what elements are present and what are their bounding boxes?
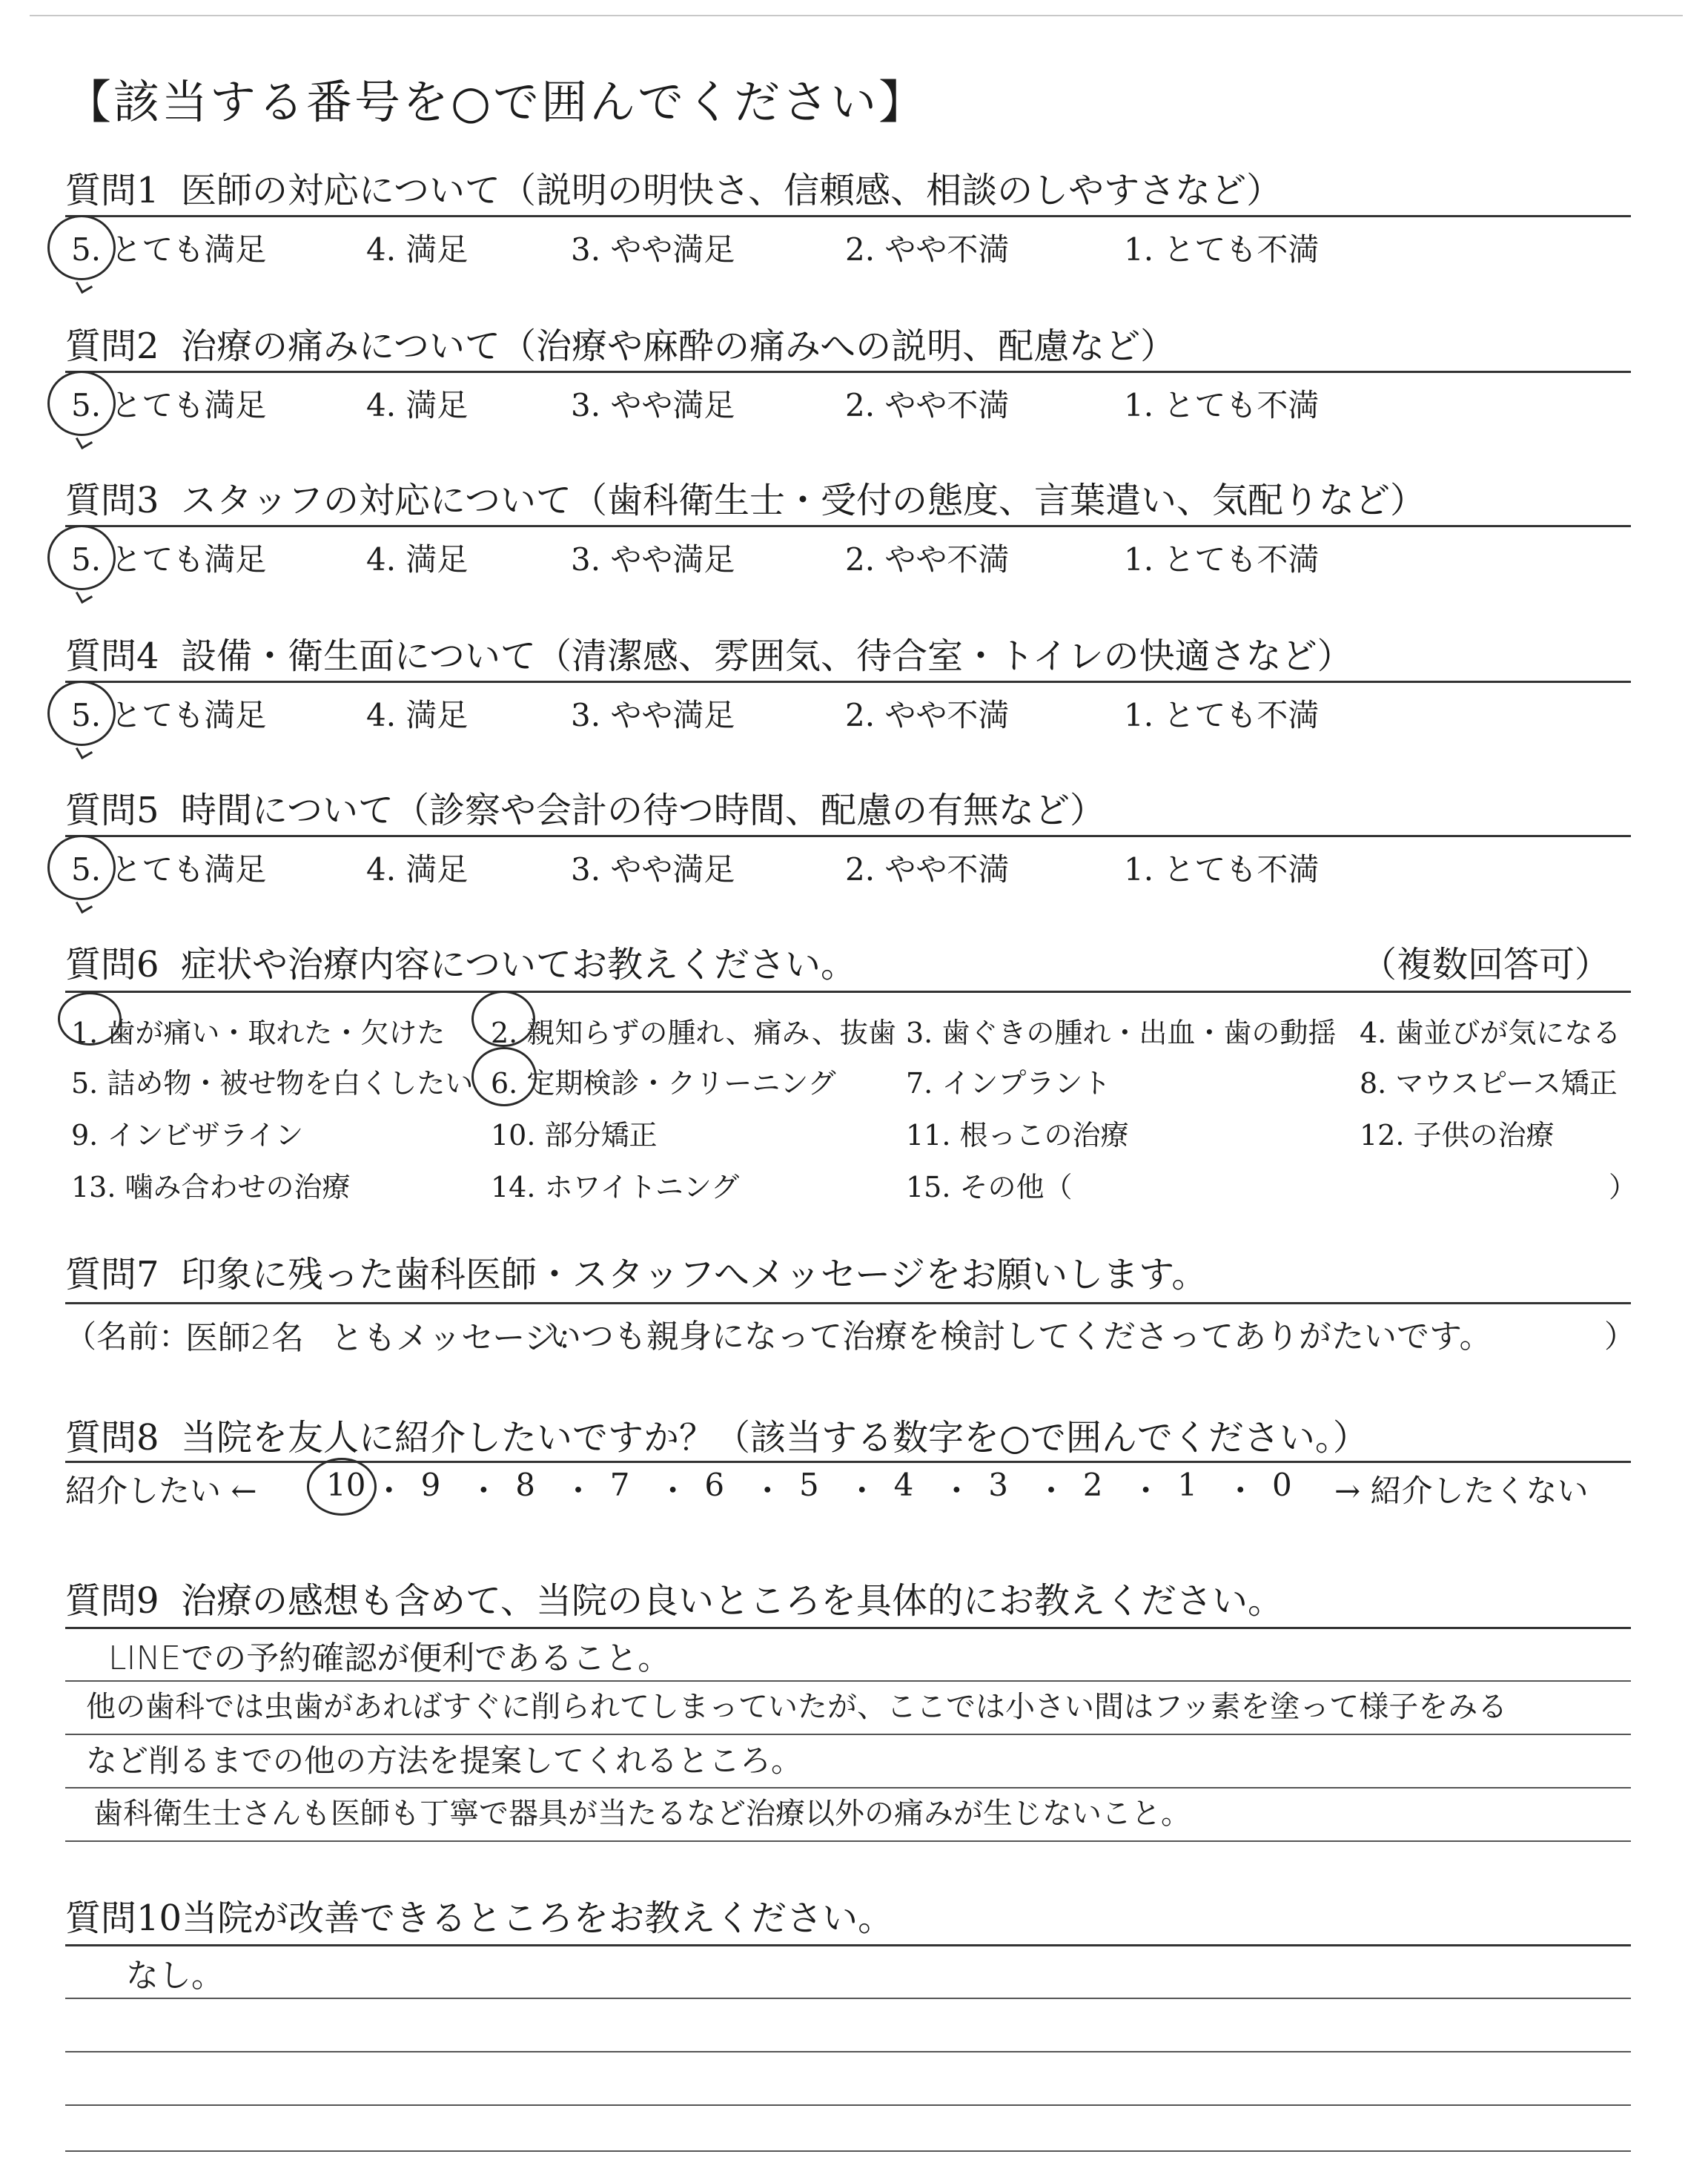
q3-option-2[interactable]: 2. やや不満	[845, 541, 1010, 578]
q8-scale-separator: ・	[1225, 1473, 1257, 1509]
q6-option-11[interactable]: 11. 根っこの治療	[906, 1119, 1129, 1152]
q8-scale-separator: ・	[846, 1473, 878, 1509]
q4-option-4[interactable]: 4. 満足	[366, 697, 469, 733]
q2-option-3[interactable]: 3. やや満足	[571, 387, 735, 423]
q4-answer-circle	[47, 681, 116, 746]
q3-text: スタッフの対応について（歯科衛生士・受付の態度、言葉遣い、気配りなど）	[181, 480, 1426, 521]
q8-scale-5[interactable]: 5	[799, 1467, 819, 1503]
q6-option-2[interactable]: 2. 親知らずの腫れ、痛み、抜歯	[491, 1017, 896, 1049]
q6-option-15[interactable]: 15. その他（	[906, 1171, 1073, 1203]
q3-option-1[interactable]: 1. とても不満	[1124, 541, 1320, 578]
q6-option-12[interactable]: 12. 子供の治療	[1360, 1119, 1555, 1152]
q5-option-3[interactable]: 3. やや満足	[571, 851, 735, 888]
q8-heading	[65, 1409, 1368, 1460]
q4-rule	[65, 681, 1631, 683]
q6-rule	[65, 991, 1631, 993]
q1-text: 医師の対応について（説明の明快さ、信頼感、相談のしやすさなど）	[181, 170, 1282, 211]
q2-option-1[interactable]: 1. とても不満	[1124, 387, 1320, 423]
q6-option-9[interactable]: 9. インビザライン	[71, 1119, 304, 1152]
q2-text: 治療の痛みについて（治療や麻酔の痛みへの説明、配慮など）	[181, 326, 1176, 367]
q8-scale-9[interactable]: 9	[420, 1467, 441, 1503]
q1-option-5[interactable]: 5. とても満足	[71, 231, 267, 268]
q5-option-2[interactable]: 2. やや不満	[845, 851, 1010, 888]
q8-scale-separator: ・	[752, 1473, 784, 1509]
q9-number: 質問9	[65, 1580, 159, 1622]
q4-option-5[interactable]: 5. とても満足	[71, 697, 267, 733]
q7-message: いつも親身になって治療を検討してくださってありがたいです。	[549, 1318, 1492, 1355]
q2-option-5[interactable]: 5. とても満足	[71, 387, 267, 423]
q3-option-5[interactable]: 5. とても満足	[71, 541, 267, 578]
q9-rule-4	[65, 1787, 1631, 1789]
q1-option-3[interactable]: 3. やや満足	[571, 231, 735, 268]
q1-option-4[interactable]: 4. 満足	[366, 231, 469, 268]
q7-heading	[65, 1246, 1207, 1297]
q6-option-7[interactable]: 7. インプラント	[906, 1067, 1111, 1100]
q8-scale-2[interactable]: 2	[1082, 1467, 1103, 1503]
q6-option-4[interactable]: 4. 歯並びが気になる	[1360, 1017, 1621, 1049]
q8-rule	[65, 1461, 1631, 1463]
q8-scale-separator: ・	[373, 1473, 405, 1509]
q8-text: 当院を友人に紹介したいですか？（該当する数字を○で囲んでください。）	[181, 1417, 1368, 1459]
q6-option-13[interactable]: 13. 噛み合わせの治療	[71, 1171, 351, 1203]
q9-line-1: LINEでの予約確認が便利であること。	[108, 1639, 671, 1677]
q9-rule-3	[65, 1734, 1631, 1735]
q3-number: 質問3	[65, 480, 159, 521]
q9-line-2: 他の歯科では虫歯があればすぐに削られてしまっていたが、ここでは小さい間はフッ素を塗って様子をみる	[86, 1690, 1508, 1724]
q6-option-5[interactable]: 5. 詰め物・被せ物を白くしたい	[71, 1067, 474, 1100]
q9-rule-2	[65, 1680, 1631, 1682]
form-title: 【該当する番号を○で囲んでください】	[65, 75, 927, 129]
q8-scale-separator: ・	[657, 1473, 689, 1509]
q10-rule-5	[65, 2150, 1631, 2152]
q7-close: ）	[1604, 1318, 1636, 1355]
q9-rule-5	[65, 1840, 1631, 1842]
q10-heading	[65, 1889, 893, 1941]
q8-scale-separator: ・	[468, 1473, 500, 1509]
q10-rule-3	[65, 2051, 1631, 2052]
q8-scale-separator: ・	[941, 1473, 973, 1509]
q6-note: （複数回答可）	[1361, 944, 1611, 985]
q9-text: 治療の感想も含めて、当院の良いところを具体的にお教えください。	[181, 1580, 1284, 1622]
q9-line-3: など削るまでの他の方法を提案してくれるところ。	[86, 1743, 803, 1779]
q1-rule	[65, 215, 1631, 217]
q6-heading	[65, 936, 856, 987]
q1-option-1[interactable]: 1. とても不満	[1124, 231, 1320, 268]
q10-text: 当院が改善できるところをお教えください。	[182, 1898, 894, 1939]
q4-text: 設備・衛生面について（清潔感、雰囲気、待合室・トイレの快適さなど）	[181, 635, 1353, 677]
q8-right-label: → 紹介したくない	[1334, 1473, 1589, 1509]
q8-scale-separator: ・	[563, 1473, 595, 1509]
q3-option-4[interactable]: 4. 満足	[366, 541, 469, 578]
q10-rule-2	[65, 1998, 1631, 1999]
q6-other-close: ）	[1609, 1171, 1638, 1203]
q8-left-label: 紹介したい ←	[65, 1473, 257, 1509]
q5-number: 質問5	[65, 790, 159, 831]
q3-heading	[65, 472, 1426, 523]
page-top-border	[30, 15, 1683, 16]
q2-heading	[65, 317, 1176, 369]
q5-option-5[interactable]: 5. とても満足	[71, 851, 267, 888]
q5-rule	[65, 835, 1631, 837]
q6-circle-6	[471, 1047, 537, 1106]
q3-rule	[65, 525, 1631, 527]
q6-number: 質問6	[65, 944, 159, 985]
q8-scale-4[interactable]: 4	[893, 1467, 914, 1503]
q6-option-3[interactable]: 3. 歯ぐきの腫れ・出血・歯の動揺	[906, 1017, 1337, 1049]
q5-text: 時間について（診察や会計の待つ時間、配慮の有無など）	[181, 790, 1106, 831]
q6-circle-2	[471, 991, 535, 1047]
q8-circle-10	[307, 1458, 377, 1516]
q2-rule	[65, 371, 1631, 373]
q9-heading	[65, 1572, 1283, 1623]
q1-heading	[65, 162, 1282, 213]
q5-answer-circle	[47, 835, 116, 900]
q2-number: 質問2	[65, 326, 159, 367]
q5-option-4[interactable]: 4. 満足	[366, 851, 469, 888]
q8-scale-8[interactable]: 8	[515, 1467, 535, 1503]
q8-number: 質問8	[65, 1417, 159, 1459]
q4-heading	[65, 627, 1353, 678]
q10-rule-1	[65, 1944, 1631, 1946]
q7-name-value: 医師2名	[185, 1319, 304, 1357]
q1-number: 質問1	[65, 170, 159, 211]
q6-text: 症状や治療内容についてお教えください。	[181, 944, 857, 985]
q3-answer-circle	[47, 525, 116, 590]
q7-rule	[65, 1302, 1631, 1304]
q6-option-14[interactable]: 14. ホワイトニング	[491, 1171, 740, 1203]
q8-scale-0[interactable]: 0	[1272, 1467, 1292, 1503]
q8-scale-3[interactable]: 3	[988, 1467, 1008, 1503]
q1-answer-circle	[47, 215, 116, 280]
q2-option-2[interactable]: 2. やや不満	[845, 387, 1010, 423]
q8-scale-7[interactable]: 7	[609, 1467, 630, 1503]
q5-option-1[interactable]: 1. とても不満	[1124, 851, 1320, 888]
q5-heading	[65, 782, 1105, 833]
q6-option-6[interactable]: 6. 定期検診・クリーニング	[491, 1067, 836, 1100]
q7-number: 質問7	[65, 1254, 159, 1295]
q10-number: 質問10	[65, 1898, 182, 1939]
q2-option-4[interactable]: 4. 満足	[366, 387, 469, 423]
q1-option-2[interactable]: 2. やや不満	[845, 231, 1010, 268]
q8-scale-10[interactable]: 10	[326, 1467, 366, 1503]
q9-rule-1	[65, 1627, 1631, 1629]
q3-option-3[interactable]: 3. やや満足	[571, 541, 735, 578]
q6-circle-1	[58, 992, 122, 1046]
q7-name-mid: ともメッセージ：	[331, 1319, 590, 1357]
q8-scale	[65, 1467, 1292, 1511]
q4-option-3[interactable]: 3. やや満足	[571, 697, 735, 733]
q2-answer-circle	[47, 371, 116, 436]
q7-text: 印象に残った歯科医師・スタッフへメッセージをお願いします。	[181, 1254, 1208, 1295]
q8-scale-separator: ・	[1130, 1473, 1162, 1509]
q4-option-1[interactable]: 1. とても不満	[1124, 697, 1320, 733]
q9-line-4: 歯科衛生士さんも医師も丁寧で器具が当たるなど治療以外の痛みが生じないこと。	[93, 1797, 1191, 1831]
q10-line-1: なし。	[126, 1957, 224, 1995]
q7-name-label: （名前：	[65, 1318, 191, 1355]
q8-scale-separator: ・	[1036, 1473, 1068, 1509]
q6-option-10[interactable]: 10. 部分矯正	[491, 1119, 658, 1152]
q10-rule-4	[65, 2104, 1631, 2106]
q4-option-2[interactable]: 2. やや不満	[845, 697, 1010, 733]
q6-option-8[interactable]: 8. マウスピース矯正	[1360, 1067, 1618, 1100]
q6-option-1[interactable]: 1. 歯が痛い・取れた・欠けた	[71, 1017, 446, 1049]
q4-number: 質問4	[65, 635, 159, 677]
q8-scale-1[interactable]: 1	[1177, 1467, 1198, 1503]
q8-scale-6[interactable]: 6	[704, 1467, 725, 1503]
